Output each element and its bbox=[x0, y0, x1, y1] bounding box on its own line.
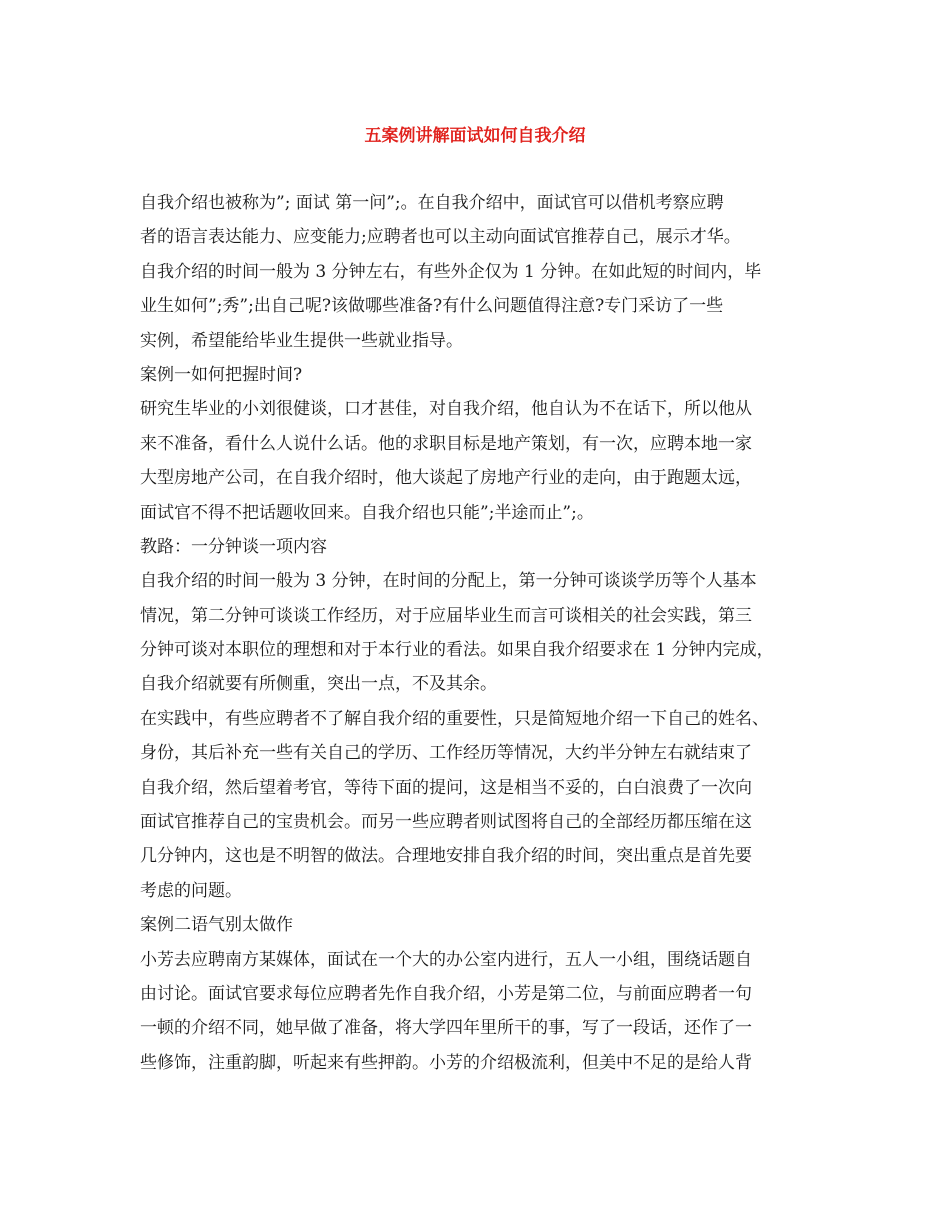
text-line: 分钟可谈对本职位的理想和对于本行业的看法。如果自我介绍要求在 1 分钟内完成， bbox=[140, 640, 774, 661]
text-line: 自我介绍就要有所侧重，突出一点，不及其余。 bbox=[140, 674, 497, 695]
text-line: 在实践中，有些应聘者不了解自我介绍的重要性，只是简短地介绍一下自己的姓名、 bbox=[140, 708, 769, 729]
text-line: 一顿的介绍不同，她早做了准备，将大学四年里所干的事，写了一段话，还作了一 bbox=[140, 1018, 752, 1039]
text-line: 实例，希望能给毕业生提供一些就业指导。 bbox=[140, 330, 463, 351]
case-heading: 案例二语气别太做作 bbox=[140, 915, 293, 936]
text-line: 自我介绍的时间一般为 3 分钟，在时间的分配上，第一分钟可谈谈学历等个人基本 bbox=[140, 571, 757, 592]
text-line: 小芳去应聘南方某媒体，面试在一个大的办公室内进行，五人一小组，围绕话题自 bbox=[140, 949, 752, 970]
document-title: 五案例讲解面试如何自我介绍 bbox=[364, 126, 586, 146]
text-line: 研究生毕业的小刘很健谈，口才甚佳，对自我介绍，他自认为不在话下，所以他从 bbox=[140, 399, 752, 420]
text-line: 业生如何”;秀”;出自己呢?该做哪些准备?有什么问题值得注意?专门采访了一些 bbox=[140, 296, 724, 317]
text-line: 自我介绍，然后望着考官，等待下面的提问，这是相当不妥的，白白浪费了一次向 bbox=[140, 777, 752, 798]
text-line: 面试官不得不把话题收回来。自我介绍也只能”;半途而止”;。 bbox=[140, 502, 594, 523]
text-line: 身份，其后补充一些有关自己的学历、工作经历等情况，大约半分钟左右就结束了 bbox=[140, 743, 752, 764]
text-line: 面试官推荐自己的宝贵机会。而另一些应聘者则试图将自己的全部经历都压缩在这 bbox=[140, 812, 752, 833]
text-line: 大型房地产公司，在自我介绍时，他大谈起了房地产行业的走向，由于跑题太远， bbox=[140, 468, 752, 489]
text-line: 自我介绍也被称为”; 面试 第一问”;。在自我介绍中，面试官可以借机考察应聘 bbox=[140, 193, 724, 213]
text-line: 自我介绍的时间一般为 3 分钟左右，有些外企仅为 1 分钟。在如此短的时间内，毕 bbox=[140, 261, 762, 282]
lesson-heading: 教路：一分钟谈一项内容 bbox=[140, 536, 327, 557]
case-heading: 案例一如何把握时间? bbox=[140, 364, 303, 385]
text-line: 情况，第二分钟可谈谈工作经历，对于应届毕业生而言可谈相关的社会实践，第三 bbox=[140, 605, 752, 626]
text-line: 由讨论。面试官要求每位应聘者先作自我介绍，小芳是第二位，与前面应聘者一句 bbox=[140, 983, 752, 1004]
document-body bbox=[140, 186, 830, 1080]
text-line: 者的语言表达能力、应变能力;应聘者也可以主动向面试官推荐自己，展示才华。 bbox=[140, 227, 741, 248]
text-line: 些修饰，注重韵脚，听起来有些押韵。小芳的介绍极流利，但美中不足的是给人背 bbox=[140, 1052, 752, 1073]
text-line: 来不准备，看什么人说什么话。他的求职目标是地产策划，有一次，应聘本地一家 bbox=[140, 433, 752, 454]
text-line: 几分钟内，这也是不明智的做法。合理地安排自我介绍的时间，突出重点是首先要 bbox=[140, 846, 752, 867]
text-line: 考虑的问题。 bbox=[140, 880, 242, 901]
